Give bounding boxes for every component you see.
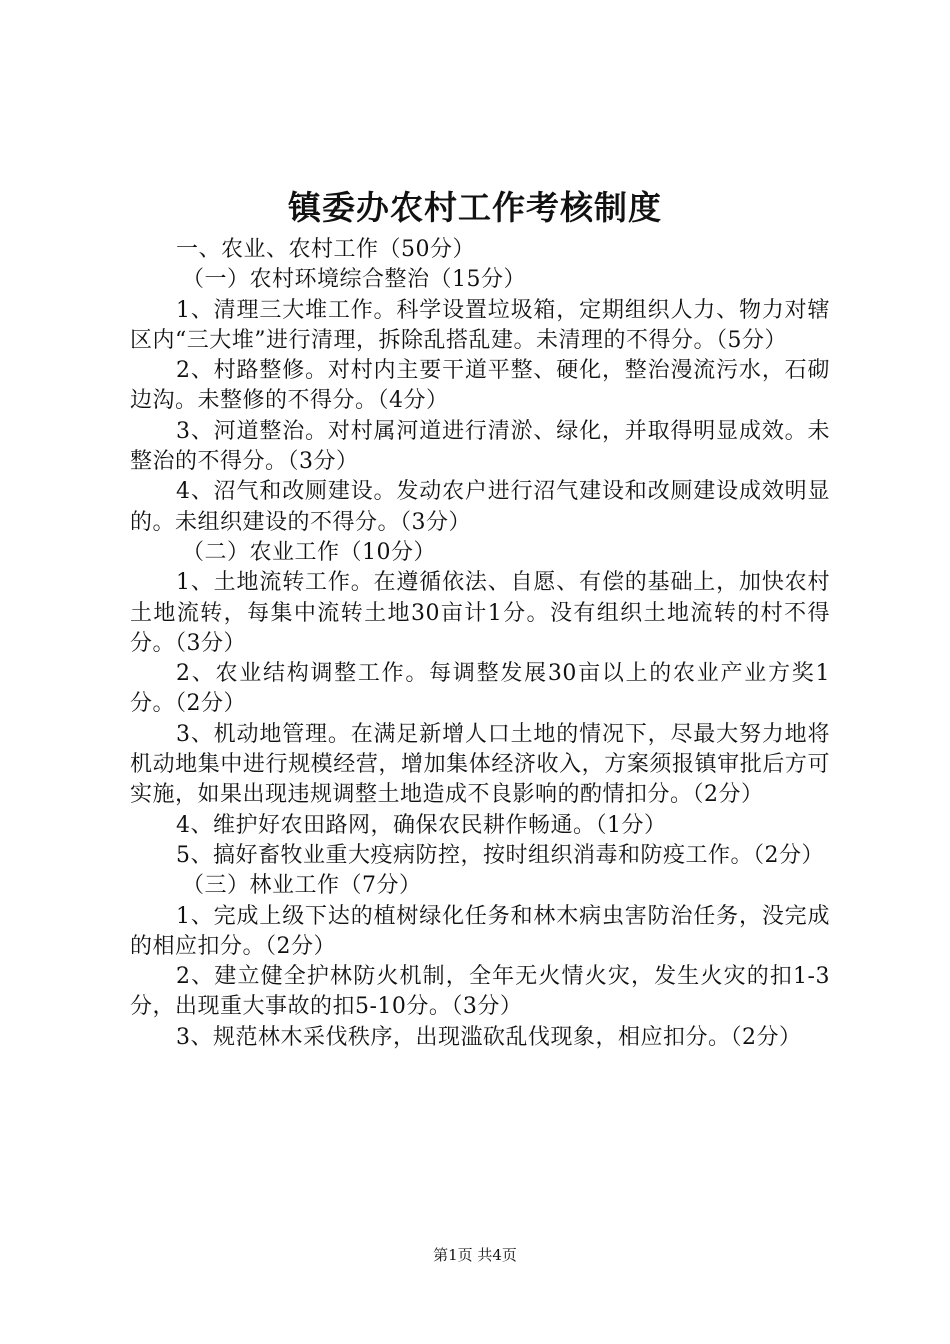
list-item: 5、搞好畜牧业重大疫病防控，按时组织消毒和防疫工作。（2分） — [176, 842, 824, 868]
list-item: 2、农业结构调整工作。每调整发展30亩以上的农业产业方奖1分。（2分） — [130, 661, 830, 717]
list-item: 1、完成上级下达的植树绿化任务和林木病虫害防治任务，没完成的相应扣分。（2分） — [130, 903, 830, 959]
document-body — [130, 235, 830, 1053]
list-item: 1、土地流转工作。在遵循依法、自愿、有偿的基础上，加快农村土地流转，每集中流转土地30亩计1分。没有组织土地流转的村不得分。（3分） — [130, 570, 830, 656]
list-item: 2、村路整修。对村内主要干道平整、硬化，整治漫流污水，石砌边沟。未整修的不得分。（4分） — [130, 358, 830, 414]
list-item: 3、河道整治。对村属河道进行清淤、绿化，并取得明显成效。未整治的不得分。（3分） — [130, 418, 830, 475]
list-item: 4、维护好农田路网，确保农民耕作畅通。（1分） — [176, 812, 667, 838]
section-heading: 一、农业、农村工作（50分） — [176, 237, 475, 262]
subsection-heading: （三）林业工作（7分） — [182, 873, 422, 899]
page-footer: 第1页 共4页 — [433, 1246, 517, 1264]
document-title: 镇委办农村工作考核制度 — [288, 188, 662, 227]
list-item: 2、建立健全护林防火机制，全年无火情火灾，发生火灾的扣1-3分，出现重大事故的扣5-10分。（3分） — [130, 964, 830, 1020]
list-item: 3、规范林木采伐秩序，出现滥砍乱伐现象，相应扣分。（2分） — [176, 1024, 802, 1050]
subsection-heading: （二）农业工作（10分） — [182, 539, 436, 565]
list-item: 4、沼气和改厕建设。发动农户进行沼气建设和改厕建设成效明显的。未组织建设的不得分。（3分） — [130, 479, 830, 535]
subsection-heading: （一）农村环境综合整治（15分） — [182, 267, 526, 293]
list-item: 1、清理三大堆工作。科学设置垃圾箱，定期组织人力、物力对辖区内“三大堆”进行清理，拆除乱搭乱建。未清理的不得分。（5分） — [130, 297, 830, 353]
list-item: 3、机动地管理。在满足新增人口土地的情况下，尽最大努力地将机动地集中进行规模经营，增加集体经济收入，方案须报镇审批后方可实施，如果出现违规调整土地造成不良影响的酌情扣分。（2分） — [130, 721, 830, 808]
